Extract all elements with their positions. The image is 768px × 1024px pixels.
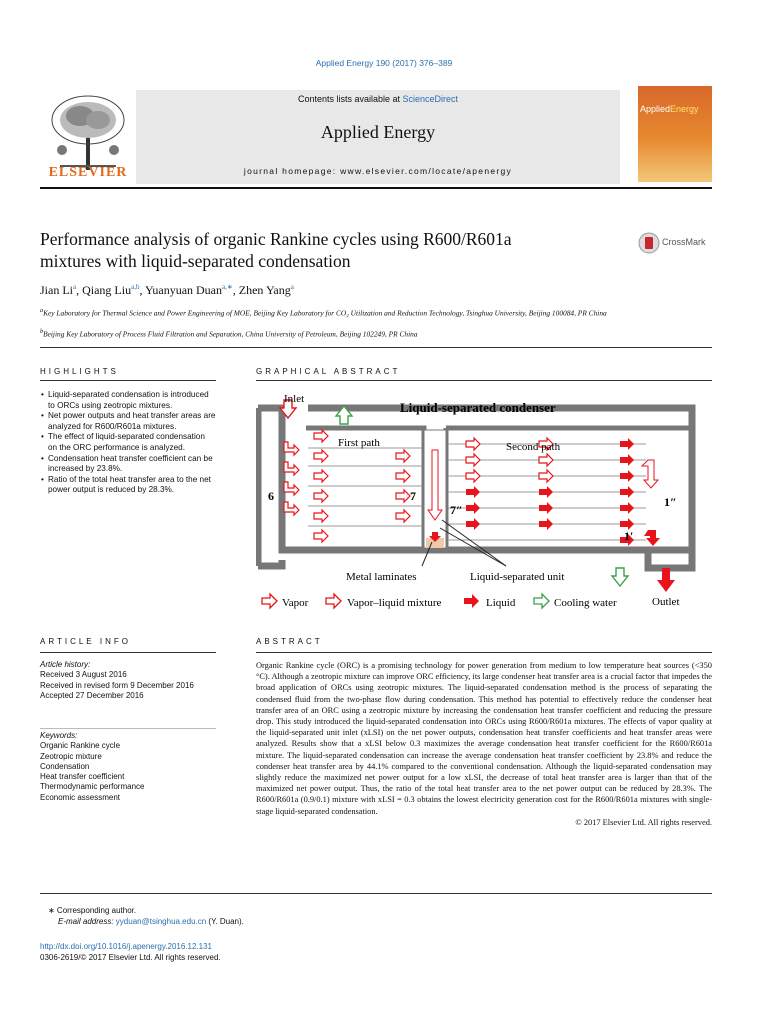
graphical-abstract-rule xyxy=(256,380,712,381)
cover-title-a: Applied xyxy=(640,104,671,114)
fig-node-7pp: 7″ xyxy=(450,503,463,517)
email-link[interactable]: yyduan@tsinghua.edu.cn xyxy=(115,916,207,926)
keyword-item: Condensation xyxy=(40,761,90,771)
copyright-line: © 2017 Elsevier Ltd. All rights reserved. xyxy=(575,817,712,827)
abstract-heading: ABSTRACT xyxy=(256,637,323,646)
contents-line xyxy=(136,94,620,104)
affiliation-a: $^a$Key Laboratory for Thermal Science and Power Engineering of MOE, Beijing Key Laboratory for CO₂ Utilization and Reduction Technology, Tsinghua University, Beijing 100084, PR China xyxy=(40,308,607,318)
footer-rule xyxy=(40,893,712,894)
highlight-item: • The effect of liquid-separated condensation on the ORC performance is analyzed. xyxy=(48,432,216,453)
keyword-item: Thermodynamic performance xyxy=(40,782,145,792)
footnote xyxy=(48,906,712,927)
author-name[interactable]: Zhen Yang xyxy=(238,283,291,297)
affiliation-a-text: Key Laboratory for Thermal Science and Power Engineering of MOE, Beijing Key Laboratory for CO₂ Utilization and Reduction Technology, Tsinghua University, Beijing 100084, PR China xyxy=(43,308,607,318)
keywords-rule xyxy=(40,728,216,729)
article-info-heading: ARTICLE INFO xyxy=(40,637,131,646)
history-item: Received in revised form 9 December 2016 xyxy=(40,680,194,690)
fig-node-1pp: 1″ xyxy=(664,495,677,509)
fig-node-7: 7 xyxy=(410,489,416,503)
fig-node-6: 6 xyxy=(268,489,274,503)
keyword-item: Heat transfer coefficient xyxy=(40,772,125,782)
article-history xyxy=(40,660,216,701)
affiliation-b-text: Beijing Key Laboratory of Process Fluid Filtration and Separation, China University of Petroleum, Beijing 102249, PR China xyxy=(43,329,418,339)
legend-liquid: Liquid xyxy=(486,597,516,609)
legend-vapor: Vapor xyxy=(282,597,309,609)
publisher-wordmark: ELSEVIER xyxy=(48,165,128,180)
issn-line: 0306-2619/© 2017 Elsevier Ltd. All rights reserved. xyxy=(40,952,221,962)
author-name[interactable]: Yuanyuan Duan xyxy=(145,283,223,297)
keywords-label: Keywords: xyxy=(40,731,78,740)
email-line xyxy=(58,917,712,928)
keyword-item: Zeotropic mixture xyxy=(40,751,102,761)
journal-homepage[interactable]: journal homepage: www.elsevier.com/locate/apenergy xyxy=(243,166,513,176)
header-rule xyxy=(40,187,712,189)
highlight-item: • Condensation heat transfer coefficient can be increased by 23.8%. xyxy=(48,454,216,475)
graphical-abstract-heading: GRAPHICAL ABSTRACT xyxy=(256,367,401,376)
cover-title xyxy=(640,104,712,114)
fig-inlet-label: Inlet xyxy=(284,393,305,405)
highlight-item: • Ratio of the total heat transfer area to the net power output is reduced by 28.3%. xyxy=(48,475,216,496)
title-line-1: Performance analysis of organic Rankine cycles using R600/R601a xyxy=(40,229,512,249)
author-sup[interactable]: a,b xyxy=(131,283,140,291)
article-info-rule xyxy=(40,652,216,653)
journal-name: Applied Energy xyxy=(320,122,436,142)
author-sup[interactable]: a xyxy=(73,283,77,291)
cover-title-b: Energy xyxy=(670,104,699,114)
article-title xyxy=(40,228,600,272)
title-line-2: mixtures with liquid-separated condensation xyxy=(40,251,351,271)
abstract-body xyxy=(256,660,712,828)
author-sup[interactable]: a xyxy=(290,283,294,291)
affiliation-b: $^b$Beijing Key Laboratory of Process Fluid Filtration and Separation, China University of Petroleum, Beijing 102249, PR China xyxy=(40,329,418,339)
corresponding-author-note: ∗ Corresponding author. xyxy=(48,906,137,915)
fig-node-1p: 1′ xyxy=(624,529,634,543)
abstract-text: Organic Rankine cycle (ORC) is a promising technology for power generation from medium to low temperature heat sources (<350 °C). Although a zeotropic mixture can improve ORC efficiency, its large condenser heat transfer area is a crucial factor that impedes the broad application of ORCs using zeotropic mixtures. The liquid-separated condensation method is the process of separating the condensed fluid from the two-phase flow during condensation. This method has potential to effectively reduce the condenser heat transfer area of an ORC using a zeotropic mixture by increasing the condensation heat transfer coefficient and reducing the pressure drop. This study introduced the liquid-separated condensation into ORCs using R600/R601a mixtures. The effects of vapor quality at the liquid-separated unit inlet (xLSI) on the net power outputs, condensation heat transfer coefficients and heat transfer areas were analyzed. Results show that a xLSI below 0.3 maximizes the average condensation heat transfer coefficient for the R600/R601a mixture. The liquid-separated condensation can increase the average condensation heat transfer coefficient by 23.8% and reduce the condenser heat transfer area by 44.1% compared to the conventional condensation. Although the liquid-separated condensation may slightly reduce the maximized net power output for a low xLSI, the decrease of total heat transfer area is larger than that of the maximized net power output. Thus, the ratio of the total heat transfer area to the net power output can be reduced by 28.3%. The R600/R601a (0.9/0.1) mixture with xLSI = 0.3 obtains the lowest electricity generation cost for the R600/R601a mixtures with single-stage liquid-separated condensation. xyxy=(256,661,712,816)
fig-second-path: Second path xyxy=(506,441,561,453)
crossmark-label: CrossMark xyxy=(662,237,706,247)
author-name[interactable]: Jian Li xyxy=(40,283,73,297)
sciencedirect-link[interactable]: ScienceDirect xyxy=(402,94,459,104)
fig-first-path: First path xyxy=(338,437,380,449)
keywords-block xyxy=(40,731,216,803)
contents-prefix: Contents lists available at xyxy=(297,94,403,104)
highlights-heading: HIGHLIGHTS xyxy=(40,367,119,376)
crossmark-badge[interactable] xyxy=(638,232,718,254)
highlights-list xyxy=(40,390,216,496)
crossmark-icon xyxy=(638,232,660,254)
legend-mixture: Vapor–liquid mixture xyxy=(347,597,442,609)
fig-outlet-label: Outlet xyxy=(652,596,680,608)
author-sup[interactable]: a,∗ xyxy=(222,283,233,291)
author-name[interactable]: Qiang Liu xyxy=(82,283,132,297)
section-rule xyxy=(40,347,712,348)
highlights-rule xyxy=(40,380,216,381)
email-suffix: (Y. Duan). xyxy=(206,916,244,926)
history-item: Accepted 27 December 2016 xyxy=(40,690,144,700)
history-item: Received 3 August 2016 xyxy=(40,670,127,680)
keyword-item: Economic assessment xyxy=(40,792,121,802)
journal-citation[interactable]: Applied Energy 190 (2017) 376–389 xyxy=(315,58,453,68)
fig-title: Liquid-separated condenser xyxy=(400,400,556,415)
author-list: Jian Li$^a$, Qiang Liu$^{a,b}$, Yuanyuan Duan$^{a,∗}$, Zhen Yang$^a$ xyxy=(40,283,294,297)
fig-metal-label: Metal laminates xyxy=(346,571,417,583)
history-label: Article history: xyxy=(40,660,91,669)
journal-cover-image xyxy=(638,86,712,182)
keyword-item: Organic Rankine cycle xyxy=(40,741,121,751)
email-label: E-mail address: xyxy=(58,916,116,926)
highlight-item: • Liquid-separated condensation is introduced to ORCs using zeotropic mixtures. xyxy=(48,390,216,411)
fig-lsu-label: Liquid-separated unit xyxy=(470,571,565,583)
doi-link[interactable]: http://dx.doi.org/10.1016/j.apenergy.2016.12.131 xyxy=(40,942,212,951)
publication-info xyxy=(40,942,712,963)
abstract-rule xyxy=(256,652,712,653)
legend-cooling-water: Cooling water xyxy=(554,597,617,609)
highlight-item: • Net power outputs and heat transfer areas are analyzed for R600/R601a mixtures. xyxy=(48,411,216,432)
graphical-abstract-figure xyxy=(256,390,712,616)
